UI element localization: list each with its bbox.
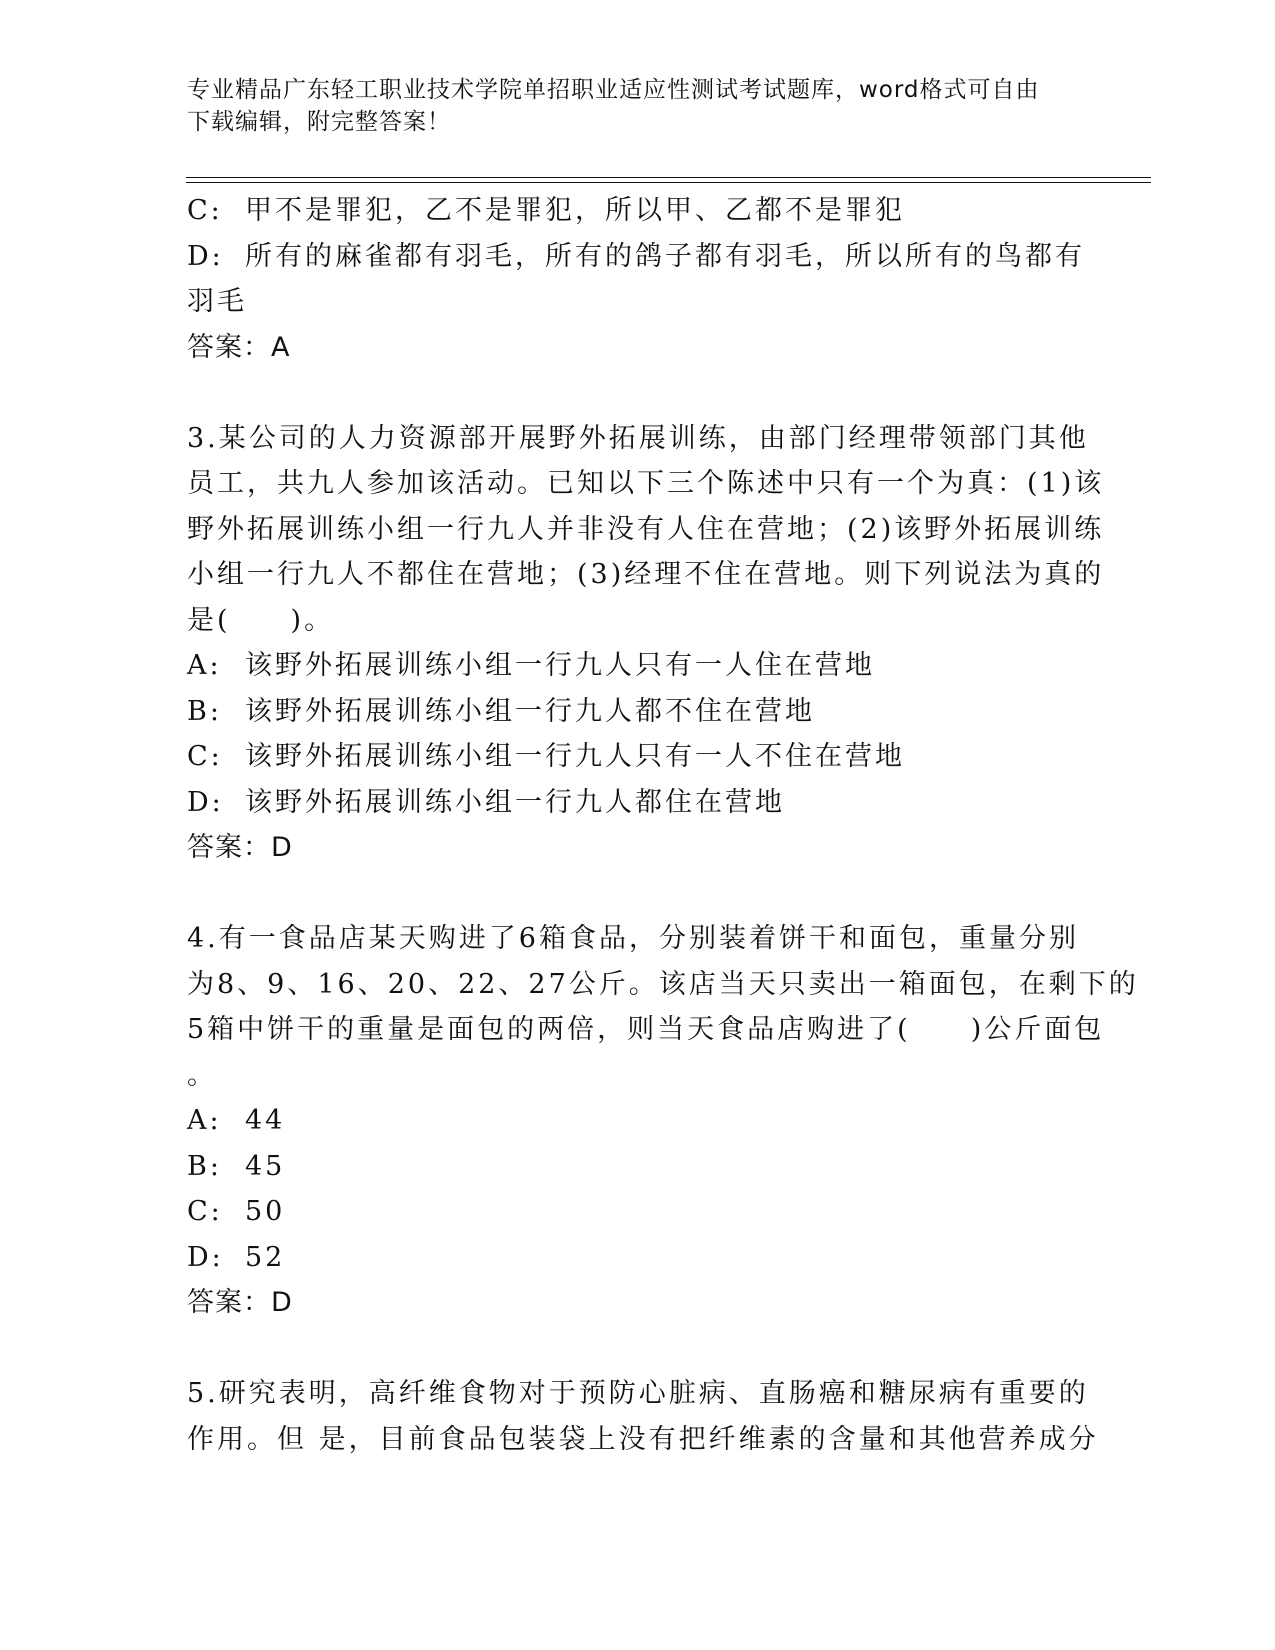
spacer: [187, 871, 1087, 917]
question-stem-line: 4.有一食品店某天购进了6箱食品，分别装着饼干和面包，重量分别: [187, 923, 1079, 954]
spacer: [187, 1326, 1087, 1372]
option-b: [187, 1144, 1087, 1190]
option-text: 所有的麻雀都有羽毛，所有的鸽子都有羽毛，所以所有的鸟都有: [245, 240, 1085, 272]
question-3: [187, 416, 1105, 871]
answer-line: 答案：A: [187, 331, 291, 363]
option-d-continuation: 羽毛: [187, 286, 247, 317]
question-stem-line: 5箱中饼干的重量是面包的两倍，则当天食品店购进了( )公斤面包: [187, 1014, 1105, 1045]
question-stem-line: 。: [187, 1059, 217, 1091]
option-text: 甲不是罪犯，乙不是罪犯，所以甲、乙都不是罪犯: [245, 195, 905, 226]
question-stem-line: 作用。但 是，目前食品包装袋上没有把纤维素的含量和其他营养成分: [187, 1423, 1099, 1455]
question-stem-line: 3.某公司的人力资源部开展野外拓展训练，由部门经理带领部门其他: [187, 422, 1089, 454]
header-rule-bottom: [186, 182, 1151, 183]
question-stem-line: 是( )。: [187, 604, 335, 636]
option-label: B:: [187, 1150, 222, 1182]
question-5: [187, 1371, 1099, 1462]
option-text: 该野外拓展训练小组一行九人都住在营地: [245, 786, 785, 818]
option-label: C:: [187, 741, 223, 772]
option-d: [187, 234, 1087, 280]
question-stem-line: 员工，共九人参加该活动。已知以下三个陈述中只有一个为真：(1)该: [187, 468, 1105, 499]
option-label: D:: [187, 240, 224, 272]
option-c: [187, 188, 1087, 234]
answer-line: 答案：D: [187, 832, 293, 863]
header-line-1: 专业精品广东轻工职业技术学院单招职业适应性测试考试题库，word格式可自由: [187, 77, 1040, 103]
option-text: 该野外拓展训练小组一行九人都不住在营地: [245, 695, 815, 727]
option-label: B:: [187, 695, 222, 727]
option-a: [187, 1098, 1087, 1144]
option-label: C:: [187, 1196, 223, 1227]
question-stem-line: 野外拓展训练小组一行九人并非没有人住在营地；(2)该野外拓展训练: [187, 513, 1105, 545]
option-c: [187, 734, 1087, 780]
document-header: [187, 74, 1087, 138]
option-text: 45: [245, 1150, 286, 1182]
option-a: [187, 643, 1087, 689]
option-text: 44: [245, 1105, 286, 1136]
question-4: [187, 916, 1139, 1326]
question-stem-line: 为8、9、16、20、22、27公斤。该店当天只卖出一箱面包，在剩下的: [187, 968, 1139, 1000]
option-label: D:: [187, 786, 224, 818]
answer-line: 答案：D: [187, 1287, 293, 1318]
question-stem-line: 5.研究表明，高纤维食物对于预防心脏病、直肠癌和糖尿病有重要的: [187, 1378, 1089, 1409]
option-b: [187, 689, 1087, 735]
option-label: D:: [187, 1241, 224, 1273]
option-text: 该野外拓展训练小组一行九人只有一人不住在营地: [245, 741, 905, 772]
option-d: [187, 780, 1087, 826]
question-2-tail: [187, 188, 1087, 370]
option-label: A:: [187, 650, 222, 681]
option-label: A:: [187, 1105, 222, 1136]
option-label: C:: [187, 195, 223, 226]
spacer: [187, 370, 1087, 416]
option-c: [187, 1189, 1087, 1235]
option-text: 该野外拓展训练小组一行九人只有一人住在营地: [245, 650, 875, 681]
header-rule-top: [186, 177, 1151, 178]
question-stem-line: 小组一行九人不都住在营地；(3)经理不住在营地。则下列说法为真的: [187, 559, 1105, 590]
option-text: 52: [245, 1241, 286, 1273]
option-text: 50: [245, 1196, 286, 1227]
option-d: [187, 1235, 1087, 1281]
header-line-2: 下载编辑，附完整答案！: [187, 109, 451, 135]
document-body: [187, 188, 1139, 1462]
